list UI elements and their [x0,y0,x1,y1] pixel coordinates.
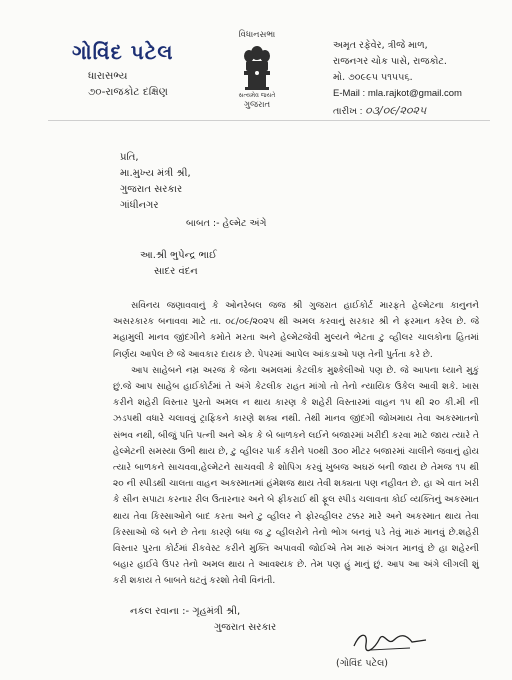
date-label: તારીખ : [333,106,365,117]
state-emblem [232,30,282,115]
recipient-title: મા.મુખ્ય મંત્રી શ્રી, [120,168,191,179]
address-line-1: અમૃત રફેવેર, ત્રીજે માળ, [333,40,428,51]
copy-to-office: ગુજરાત સરકાર [214,622,277,633]
recipient-prefix: પ્રતિ, [120,152,139,163]
sender-name: ગોવિંદ પટેલ [72,40,174,64]
address-line-2: રાજનગર ચોક પાસે, રાજકોટ. [333,56,447,67]
body-paragraph-1: સવિનય જણાવવાનું કે ઓનરેબલ જજ શ્રી ગુજરાત હાઈકોર્ટ મારફતે હેલ્મેટના કાનુનને અસરકારક બનાવવા માટે તા. ૦૮/૦૯/૨૦૨૫ થી અમલ કરવાનું સરકાર શ્રી ને ફરમાન કરેલ છે. જે મહામુલી માનવ જીંદગીને કમોતે મરતા અને હેલ્મેટજેવી મુલ્યને ભેટતા ટુ વ્હીલર ચાલકોના હિતમાં નિર્ણય આપેલ છે જે આવકાર દાયક છે. પેપરમાં આપેલ આંકડાઓ પણ તેની પુર્તતા કરે છે. [113,301,479,360]
salutation-name: આ.શ્રી ભુપેન્દ્ર ભાઈ [140,250,217,261]
salutation-greeting: સાદર વંદન [154,266,198,277]
lion-capital-icon [240,43,274,91]
phone-number: મો. ૭૦૯૯૫ ૫૧૫૫૬. [333,72,413,83]
copy-to-block [130,604,276,636]
signatory-name: (ગોવિંદ પટેલ) [336,658,388,669]
recipient-city: ગાંધીનગર [120,200,159,211]
salutation-block [140,248,217,280]
emblem-caption: વિધાનસભા [238,30,276,40]
letterhead-divider [48,120,490,121]
subject-line: બાબત :- હેલ્મેટ અંગે [186,218,267,229]
emblem-state: ગુજરાત [243,100,271,110]
date-line [333,104,426,118]
email-line [333,88,462,99]
letter-body [113,298,479,590]
sender-designation: ધારાસભ્ય [88,70,128,82]
email-label: E-Mail : [333,88,368,99]
sender-constituency: ૭૦-રાજકોટ દક્ષિણ [88,86,168,98]
date-value: ૦૩/૦૯/૨૦૨૫ [364,104,427,117]
recipient-government: ગુજરાત સરકાર [120,184,183,195]
email-address: mla.rajkot@gmail.com [367,88,462,99]
recipient-block [120,150,191,214]
copy-to-label: નકલ રવાના :- ગૃહમંત્રી શ્રી, [130,606,241,617]
handwritten-signature [350,628,430,654]
body-paragraph-2: આપ સાહેબને નમ્ર અરજ કે જેના અમલમાં કેટલીક મુશ્કેલીઓ પણ છે. જે આપના ધ્યાને મુકું છું.જે આપ સાહેબ હાઈકોર્ટમાં તે અંગે કેટલીક રાહત માંગો તો તેનો ન્યાયિક ઉકેલ આવી શકે. ખાસ કરીને શહેરી વિસ્તાર પુરતો અમલ ન થાય કારણ કે શહેરી વિસ્તારમાં વાહન ૧૫ થી ૨૦ કી.મી ની ઝડપથી વધારે ચલાવવું ટ્રાફિકને કારણે શક્ય નથી. તેથી માનવ જીંદગી જોખમાય તેવા અકસ્માતનો સંભવ નથી, બીજું પતિ પત્ની અને એક કે બે બાળકને લઈને બજારમાં ખરીદી કરવા માટે જાય ત્યારે તે હેલ્મેટની સમસ્યા ઉભી થાય છે, ટુ વ્હીલર પાર્ક કરીને ૫૦થી ૩૦૦ મીટર બજારમાં ચાલીને જવાનું હોય ત્યારે બાળકને સાચવવા,હેલ્મેટને સાચવવી કે શોપિંગ કરવું ખુબજ અઘરું બની જાય છે તેમજ ૧૫ થી ૨૦ ની સ્પીડથી ચાલતા વાહન અકસ્માતમાં હંમેશજ થાય તેવી શક્યતા પણ નહીવત છે. હા એ વાત ખરી કે સીન સપાટા કરનાર રીલ ઉતારનાર અને બે ફીકરાઈ થી ફૂલ સ્પીડ ચલાવતા કોઈ વ્યક્તિનું અકસ્માત થાય તેવા કિસ્સાઓને બાદ કરતા અને ટુ વ્હીલર ને ફોરવ્હીલર ટક્કર મારે અને અકસ્માત થાય તેવા કિસ્સાઓ જે બને છે તેના કારણે બધા જ ટુ વ્હીલરોને તેનો ભોગ બનવું પડે તેવું મારું માનવું છે.શહેરી વિસ્તાર પુરતા કોર્ટમાં રીકવેસ્ટ કરીને મુક્તિ અપાવવી જોઈએ તેમ મારું અંગત માનવું છે હા શહેરની બહાર હાઈવે ઉપર તેનો અમલ થાય તે આવશ્યક છે. તેમ પણ હું માનું છું. આપ આ અંગે લીગલી શું કરી શકાય તે બાબતે ઘટતું કરશો તેવી વિનંતી. [113,365,479,587]
emblem-motto: સત્યમેવ જયતે [238,92,276,99]
